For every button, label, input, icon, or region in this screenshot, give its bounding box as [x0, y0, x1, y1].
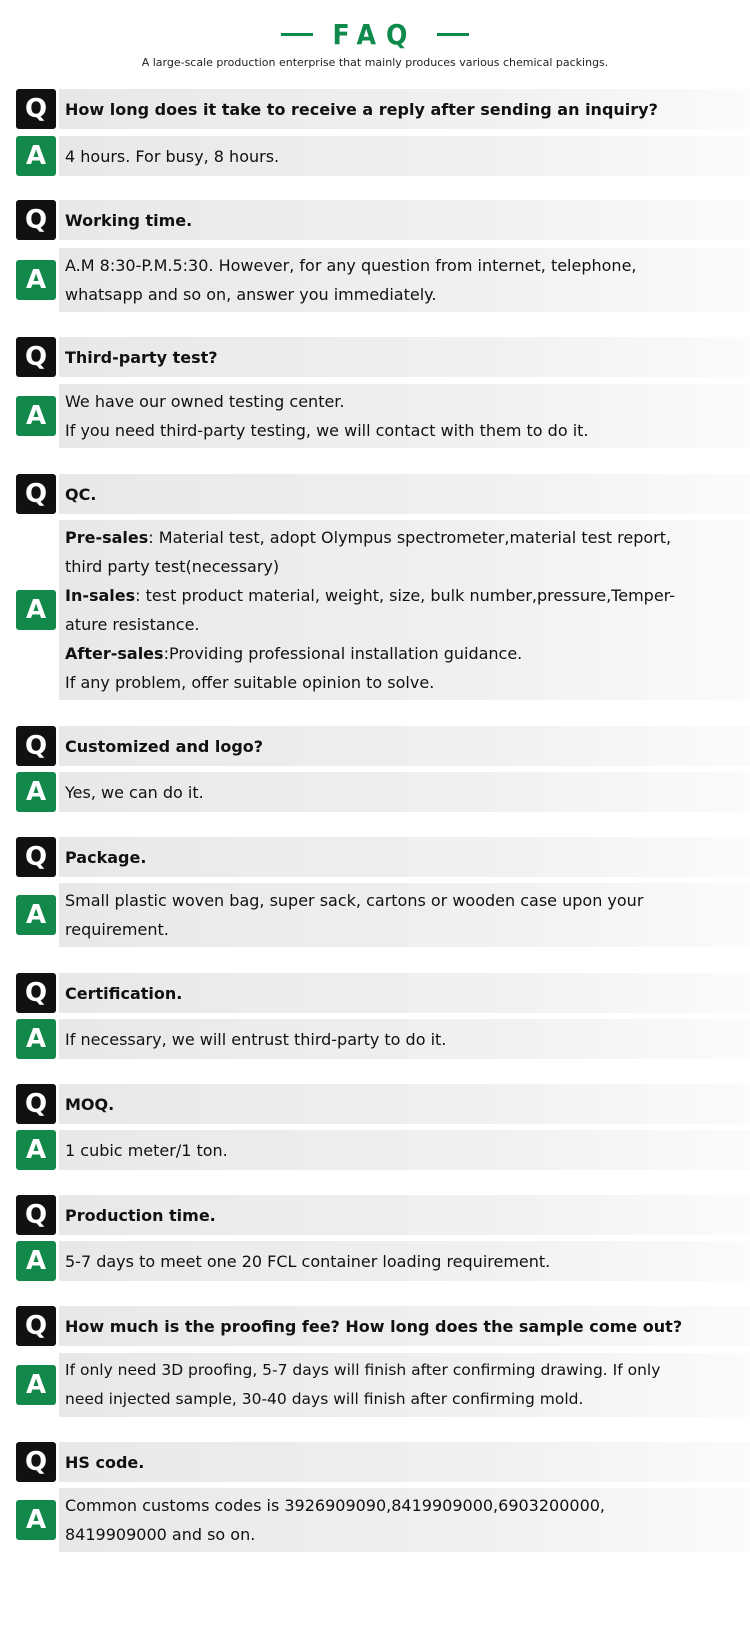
answer-row: [16, 520, 750, 700]
question-badge: Q: [16, 1195, 56, 1235]
question-bar: [59, 337, 750, 377]
answer-badge: A: [16, 1365, 56, 1405]
answer-bar: [59, 136, 750, 176]
question-bar: [59, 726, 750, 766]
answer-badge: A: [16, 590, 56, 630]
faq-subtitle: A large-scale production enterprise that mainly produces various chemical packings.: [141, 56, 609, 69]
question-text: How much is the proofing fee? How long does the sample come out?: [65, 1316, 683, 1336]
question-badge: Q: [16, 474, 56, 514]
answer-text: Common customs codes is 3926909090,8419909000,6903200000, 8419909000 and so on.: [65, 1496, 606, 1544]
answer-badge: A: [16, 772, 56, 812]
answer-text: Small plastic woven bag, super sack, cartons or wooden case upon your requirement.: [65, 891, 644, 939]
answer-text: Pre-sales: Material test, adopt Olympus spectrometer,material test report, third party test(necessary) In-sales: test product material, weight, size, bulk number,pressure,Temper- ature resistance. After-sales:Providing professional installation guidance. If any problem, offer suitable opinion to solve.: [65, 523, 675, 697]
answer-text: If necessary, we will entrust third-party to do it.: [65, 1029, 447, 1049]
question-row: [16, 1442, 750, 1482]
question-row: [16, 837, 750, 877]
question-row: [16, 973, 750, 1013]
answer-text: A.M 8:30-P.M.5:30. However, for any question from internet, telephone, whatsapp and so on, answer you immediately.: [65, 256, 637, 304]
question-text: Certification.: [65, 983, 183, 1003]
answer-text: If only need 3D proofing, 5-7 days will finish after confirming drawing. If only need injected sample, 30-40 days will finish after confirming mold.: [65, 1361, 661, 1408]
answer-badge: A: [16, 136, 56, 176]
title-right-line: [437, 33, 469, 36]
question-text: How long does it take to receive a reply after sending an inquiry?: [65, 99, 658, 119]
answer-bar: [59, 520, 750, 700]
answer-bar: [59, 384, 750, 448]
answer-text: 5-7 days to meet one 20 FCL container loading requirement.: [65, 1251, 551, 1271]
question-badge: Q: [16, 1442, 56, 1482]
answer-badge: A: [16, 1130, 56, 1170]
question-text: QC.: [65, 484, 97, 504]
answer-bar: [59, 248, 750, 312]
question-row: [16, 1084, 750, 1124]
question-bar: [59, 1084, 750, 1124]
question-text: Production time.: [65, 1205, 216, 1225]
question-badge: Q: [16, 973, 56, 1013]
answer-row: [16, 248, 750, 312]
answer-text: We have our owned testing center. If you need third-party testing, we will contact with them to do it.: [65, 392, 589, 440]
question-row: [16, 337, 750, 377]
question-badge: Q: [16, 1306, 56, 1346]
question-text: Working time.: [65, 210, 193, 230]
answer-bar: [59, 772, 750, 812]
faq-title-text: FAQ: [332, 18, 418, 51]
question-bar: [59, 973, 750, 1013]
question-row: [16, 89, 750, 129]
question-row: [16, 474, 750, 514]
question-badge: Q: [16, 89, 56, 129]
question-text: Customized and logo?: [65, 736, 264, 756]
answer-badge: A: [16, 1019, 56, 1059]
question-row: [16, 200, 750, 240]
answer-row: [16, 384, 750, 448]
question-bar: [59, 89, 750, 129]
question-badge: Q: [16, 837, 56, 877]
question-badge: Q: [16, 337, 56, 377]
faq-header: [0, 0, 750, 90]
faq-title: [0, 18, 750, 51]
question-bar: [59, 200, 750, 240]
answer-badge: A: [16, 260, 56, 300]
answer-badge: A: [16, 1500, 56, 1540]
question-bar: [59, 837, 750, 877]
insales-line: In-sales: test product material, weight, size, bulk number,pressure,Temper-: [65, 586, 675, 605]
answer-bar: [59, 1353, 750, 1417]
question-bar: [59, 1195, 750, 1235]
question-text: HS code.: [65, 1452, 145, 1472]
answer-row: [16, 772, 750, 812]
answer-bar: [59, 1019, 750, 1059]
answer-bar: [59, 883, 750, 947]
question-row: [16, 726, 750, 766]
answer-bar: [59, 1488, 750, 1552]
question-badge: Q: [16, 200, 56, 240]
answer-row: [16, 1130, 750, 1170]
question-bar: [59, 474, 750, 514]
question-row: [16, 1306, 750, 1346]
question-bar: [59, 1442, 750, 1482]
answer-bar: [59, 1130, 750, 1170]
question-text: Third-party test?: [65, 347, 218, 367]
answer-row: [16, 883, 750, 947]
answer-row: [16, 1488, 750, 1552]
question-bar: [59, 1306, 750, 1346]
presales-line: Pre-sales: Material test, adopt Olympus spectrometer,material test report,: [65, 528, 672, 547]
question-text: MOQ.: [65, 1094, 115, 1114]
question-text: Package.: [65, 847, 147, 867]
answer-text: 4 hours. For busy, 8 hours.: [65, 146, 280, 166]
answer-text: 1 cubic meter/1 ton.: [65, 1140, 228, 1160]
question-badge: Q: [16, 726, 56, 766]
title-left-line: [281, 33, 313, 36]
answer-row: [16, 1019, 750, 1059]
answer-badge: A: [16, 895, 56, 935]
answer-row: [16, 1241, 750, 1281]
question-badge: Q: [16, 1084, 56, 1124]
aftersales-line: After-sales:Providing professional installation guidance.: [65, 644, 523, 663]
answer-badge: A: [16, 1241, 56, 1281]
answer-bar: [59, 1241, 750, 1281]
question-row: [16, 1195, 750, 1235]
answer-text: Yes, we can do it.: [65, 782, 204, 802]
answer-row: [16, 136, 750, 176]
answer-badge: A: [16, 396, 56, 436]
answer-row: [16, 1353, 750, 1417]
